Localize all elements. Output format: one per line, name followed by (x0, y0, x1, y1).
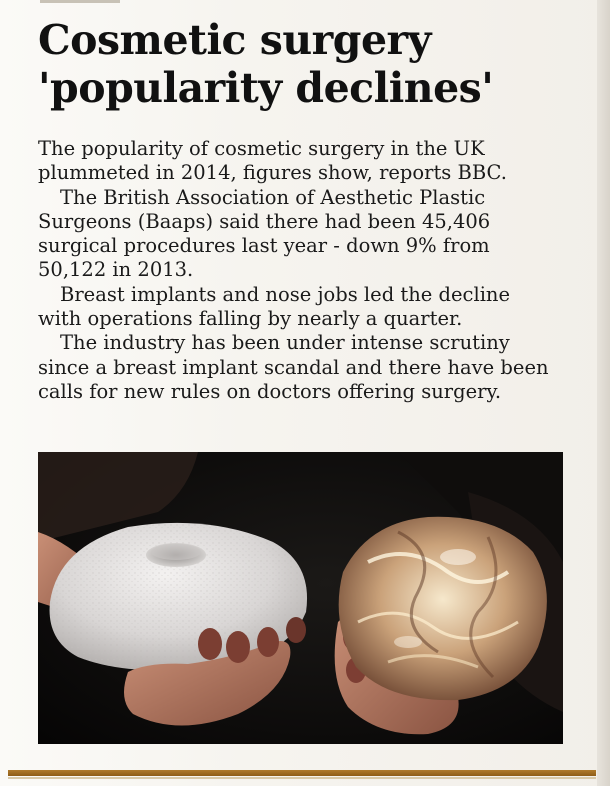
body-line: surgical procedures last year - down 9% from (38, 234, 490, 258)
body-line: since a breast implant scandal and there have been (38, 355, 549, 379)
article-paragraph (38, 186, 578, 283)
body-line: plummeted in 2014, figures show, reports BBC. (38, 161, 507, 185)
body-line: The British Association of Aesthetic Plastic (60, 185, 486, 209)
article-paragraph (38, 283, 578, 332)
body-line: with operations falling by nearly a quarter. (38, 307, 463, 331)
body-line: Surgeons (Baaps) said there had been 45,406 (38, 209, 491, 233)
article-photo (38, 452, 563, 744)
bottom-rule (8, 770, 596, 776)
headline-line: Cosmetic surgery (38, 16, 431, 64)
headline-line: 'popularity declines' (38, 64, 494, 112)
gel-implant (339, 517, 547, 700)
article-body (38, 137, 578, 404)
body-line: calls for new rules on doctors offering surgery. (38, 379, 502, 403)
body-line: The industry has been under intense scrutiny (60, 331, 510, 355)
body-line: Breast implants and nose jobs led the decline (60, 282, 511, 306)
article-headline (38, 16, 578, 112)
top-rule (40, 0, 120, 3)
article-paragraph (38, 331, 578, 404)
implants-photo (38, 452, 563, 744)
bottom-rule-shadow (8, 777, 596, 779)
page-edge (597, 0, 610, 786)
body-line: 50,122 in 2013. (38, 258, 194, 282)
body-line: The popularity of cosmetic surgery in the UK (38, 137, 485, 160)
article-paragraph (38, 137, 578, 186)
